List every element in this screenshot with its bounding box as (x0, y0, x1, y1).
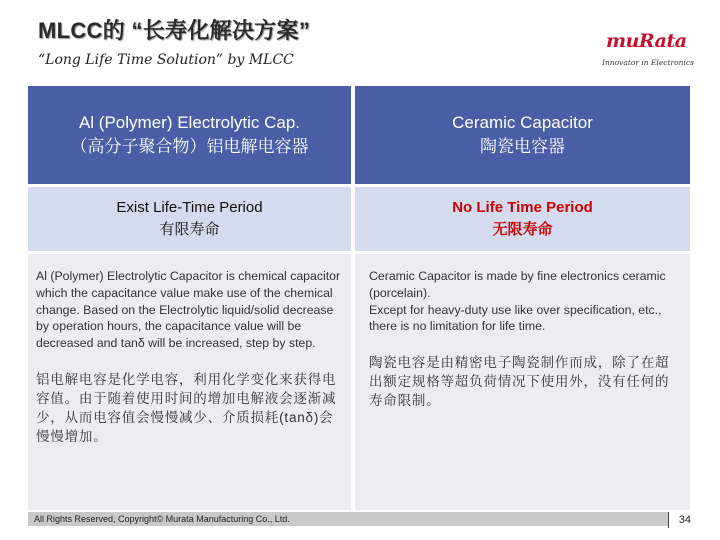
right-heading-cell (355, 86, 690, 184)
right-period-en: No Life Time Period (452, 199, 593, 216)
left-heading-cell (28, 86, 351, 184)
right-period-cell (355, 187, 690, 251)
left-description-cell (28, 254, 351, 510)
logo-wordmark: muRata (606, 30, 687, 52)
left-heading-en: Al (Polymer) Electrolytic Cap. (78, 113, 301, 132)
left-period-cell (28, 187, 351, 251)
left-description-en: Al (Polymer) Electrolytic Capacitor is chemical capacitor which the capacitance value make use of the chemical change. Based on the Electrolytic liquid/solid decrease by operation hours, the capacitance value will be decreased and tanδ will be increased, step by step. (36, 269, 341, 351)
left-period-zh: 有限寿命 (159, 221, 220, 238)
page-subtitle: “Long Life Time Solution” by MLCC (38, 52, 294, 68)
left-period-en: Exist Life-Time Period (116, 199, 263, 216)
left-description-zh: 铝电解电容是化学电容，利用化学变化来获得电容值。由于随着使用时间的增加电解液会逐渐减少，从而电容值会慢慢减少、介质损耗(tanδ)会慢慢增加。 (36, 371, 337, 444)
copyright-footer: All Rights Reserved, Copyright© Murata Manufacturing Co., Ltd. (28, 512, 668, 526)
right-description-cell (355, 254, 690, 510)
right-period-zh: 无限寿命 (492, 221, 553, 238)
logo-tagline: Innovator in Electronics (602, 58, 694, 67)
right-description-en-1: Ceramic Capacitor is made by fine electronics ceramic (porcelain). (369, 269, 666, 300)
page-title: MLCC的 “长寿化解决方案” (38, 18, 311, 43)
right-heading-zh: 陶瓷电容器 (480, 137, 565, 156)
comparison-table (28, 86, 690, 510)
murata-logo (598, 30, 710, 74)
right-heading-en: Ceramic Capacitor (452, 113, 593, 132)
page-number: 34 (668, 512, 691, 528)
right-description-en-2: Except for heavy-duty use like over specification, etc., there is no limitation for life time. (369, 302, 662, 334)
right-description-zh: 陶瓷电容是由精密电子陶瓷制作而成，除了在超出额定规格等超负荷情况下使用外，没有任何的寿命限制。 (369, 355, 670, 409)
left-heading-zh: （高分子聚合物）铝电解电容器 (70, 137, 309, 156)
